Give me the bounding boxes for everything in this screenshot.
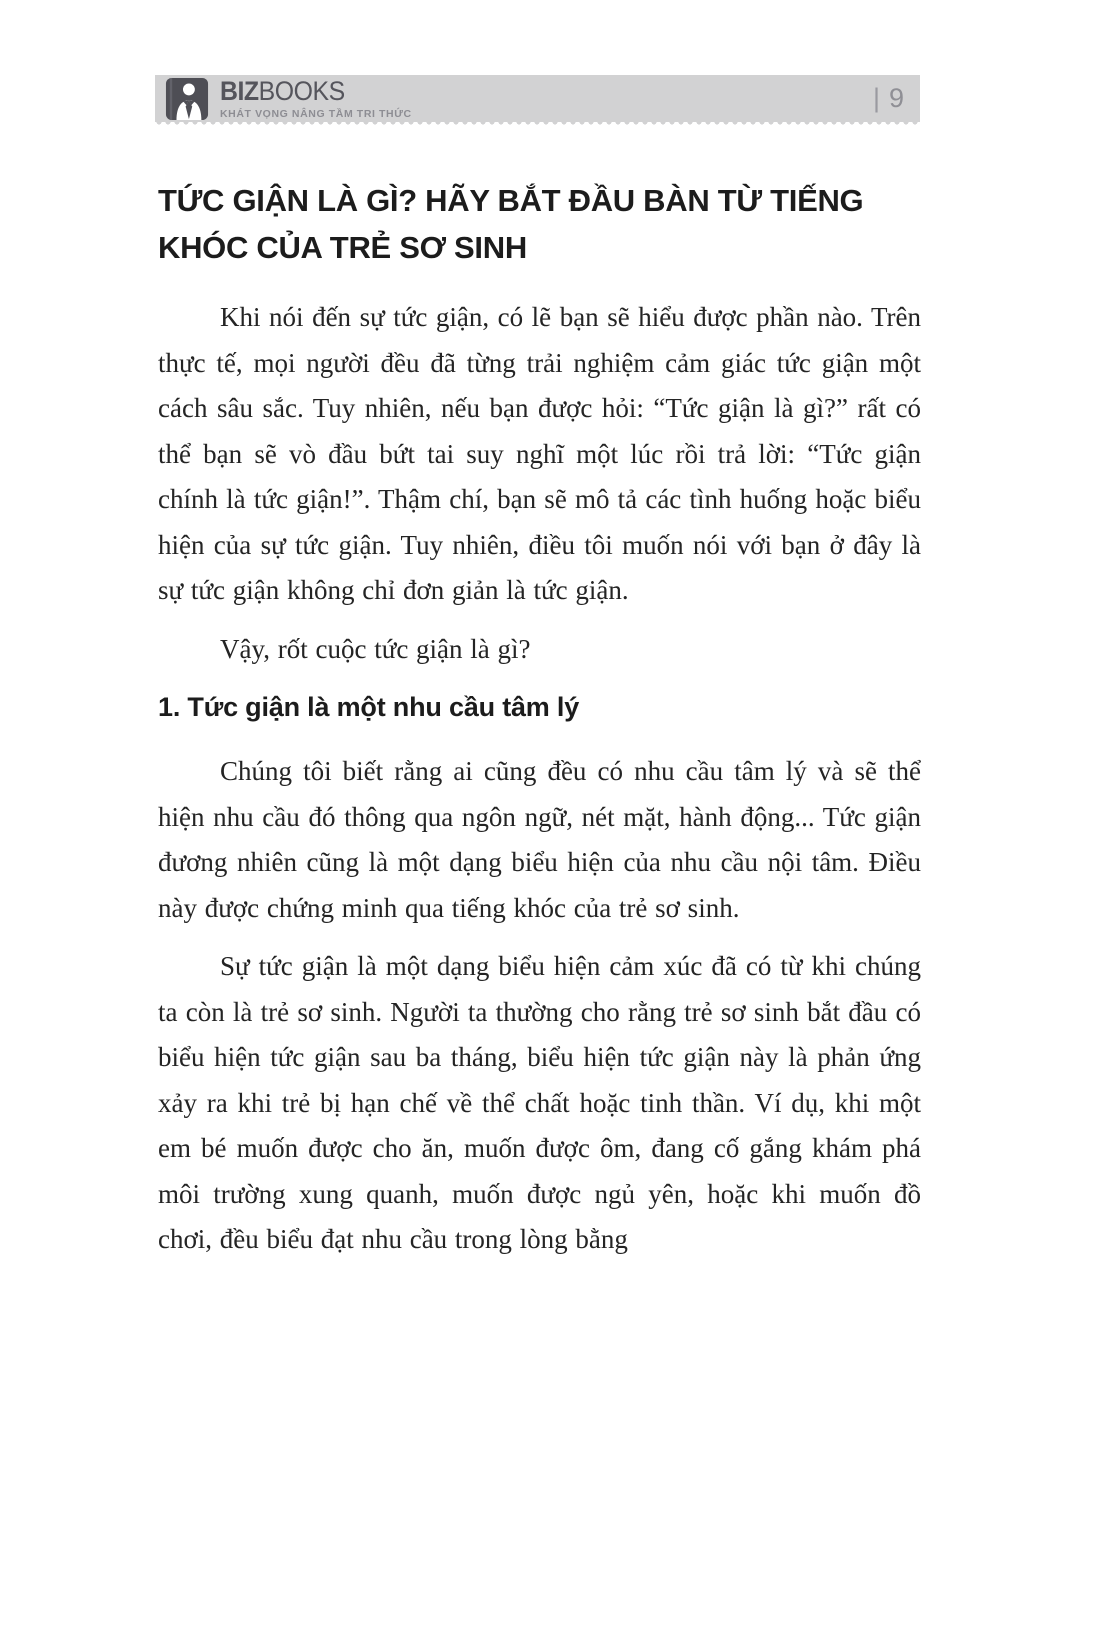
page-header xyxy=(155,75,920,122)
page-number-value: 9 xyxy=(888,83,904,113)
paragraph-3: Chúng tôi biết rằng ai cũng đều có nhu cầu tâm lý và sẽ thể hiện nhu cầu đó thông qua ngôn ngữ, nét mặt, hành động... Tức giận đương nhiên cũng là một dạng biểu hiện của nhu cầu nội tâm. Điều này được chứng minh qua tiếng khóc của trẻ sơ sinh. xyxy=(158,756,921,923)
brand-tagline: KHÁT VỌNG NÂNG TẦM TRI THỨC xyxy=(220,107,412,120)
paragraph-4: Sự tức giận là một dạng biểu hiện cảm xúc đã có từ khi chúng ta còn là trẻ sơ sinh. Người ta thường cho rằng trẻ sơ sinh bắt đầu có biểu hiện tức giận sau ba tháng, biểu hiện tức giận này là phản ứng xảy ra khi trẻ bị hạn chế về thể chất hoặc tinh thần. Ví dụ, khi một em bé muốn được cho ăn, muốn được ôm, đang cố gắng khám phá môi trường xung quanh, muốn được ngủ yên, hoặc khi muốn đồ chơi, đều biểu đạt nhu cầu trong lòng bằng xyxy=(158,951,921,1254)
brand-biz: BIZ xyxy=(220,75,259,106)
brand-books: BOOKS xyxy=(258,75,345,106)
bizbooks-logo xyxy=(165,75,412,122)
chapter-title-line-2: KHÓC CỦA TRẺ SƠ SINH xyxy=(158,229,527,265)
page-number-separator: | xyxy=(872,83,880,113)
chapter-title-line-1: TỨC GIẬN LÀ GÌ? HÃY BẮT ĐẦU BÀN TỪ TIẾNG xyxy=(158,183,864,218)
chapter-title xyxy=(158,178,921,271)
page-number xyxy=(873,85,904,112)
brand-name xyxy=(220,75,396,106)
section-heading-1: 1. Tức giận là một nhu cầu tâm lý xyxy=(158,692,580,722)
paragraph-2: Vậy, rốt cuộc tức giận là gì? xyxy=(220,633,531,664)
paragraph-1: Khi nói đến sự tức giận, có lẽ bạn sẽ hiểu được phần nào. Trên thực tế, mọi người đều đã từng trải nghiệm cảm giác tức giận một cách sâu sắc. Tuy nhiên, nếu bạn được hỏi: “Tức giận là gì?” rất có thể bạn sẽ vò đầu bứt tai suy nghĩ một lúc rồi trả lời: “Tức giận chính là tức giận!”. Thậm chí, bạn sẽ mô tả các tình huống hoặc biểu hiện của sự tức giận. Tuy nhiên, điều tôi muốn nói với bạn ở đây là sự tức giận không chỉ đơn giản là tức giận. xyxy=(158,302,921,605)
page-content xyxy=(158,178,921,1276)
logo-text xyxy=(220,75,412,120)
book-person-icon xyxy=(165,77,209,121)
